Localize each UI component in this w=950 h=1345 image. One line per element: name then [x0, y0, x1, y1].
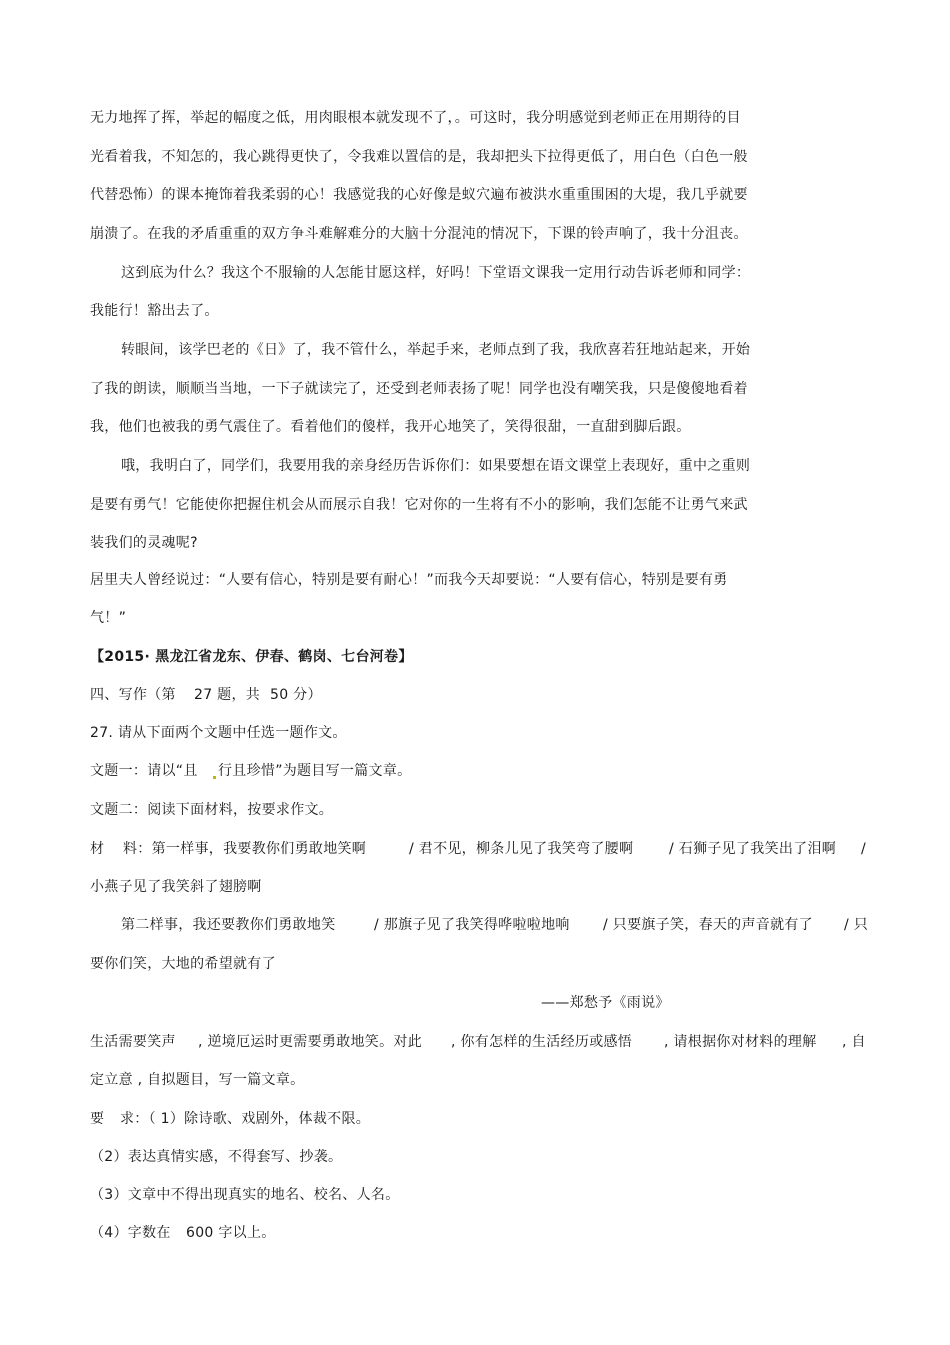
requirements-label: 要 — [90, 1111, 105, 1127]
material-1-part-1: 料：第一样事，我要教你们勇敢地笑啊 — [123, 841, 367, 857]
section-heading-part-2: 27 题，共 — [194, 687, 261, 703]
paragraph2-line-1: 这到底为什么？我这个不服输的人怎能甘愿这样，好吗！下堂语文课我一定用行动告诉老师和同学： — [121, 265, 751, 281]
paragraph3-line-2: 了我的朗读，顺顺当当地，一下子就读完了，还受到老师表扬了呢！同学也没有嘲笑我，只是傻傻地看着 — [90, 381, 748, 397]
material-label: 材 — [90, 841, 105, 857]
attribution: ——郑愁予《雨说》 — [541, 995, 670, 1011]
topic-1-part-1: 文题一：请以“且 — [90, 763, 198, 779]
material-line-2 — [121, 916, 881, 934]
paragraph1-line-3: 代替恐怖）的课本掩饰着我柔弱的心！我感觉我的心好像是蚁穴遍布被洪水重重围困的大堤，我几乎就要 — [90, 187, 748, 203]
prompt-part-2: , 逆境厄运时更需要勇敢地笑。对此 — [198, 1034, 422, 1050]
prompt-part-5: , 自 — [842, 1034, 866, 1050]
section-heading-part-1: 四、写作（第 — [90, 687, 176, 703]
paragraph1-line-1: 无力地挥了挥，举起的幅度之低，用肉眼根本就发现不了，。可这时，我分明感觉到老师正在用期待的目 — [90, 110, 741, 126]
requirement-4-part-2: 600 字以上。 — [186, 1225, 276, 1241]
requirement-1: 求：（ 1）除诗歌、戏剧外，体裁不限。 — [120, 1111, 371, 1127]
section-heading — [90, 686, 490, 704]
material-1-part-3: / 石狮子见了我笑出了泪啊 — [669, 841, 837, 857]
material-2-part-2: / 那旗子见了我笑得哗啦啦地响 — [374, 917, 570, 933]
quote-line-2: 气！” — [90, 610, 127, 626]
paragraph1-line-2: 光看着我，不知怎的，我心跳得更快了，令我难以置信的是，我却把头下拉得更低了，用白色（白色一般 — [90, 149, 748, 165]
material-2-part-1: 第二样事，我还要教你们勇敢地笑 — [121, 917, 336, 933]
requirement-4-part-1: （4）字数在 — [90, 1225, 171, 1241]
paragraph2-line-2: 我能行！豁出去了。 — [90, 303, 219, 319]
requirement-2: （2）表达真情实感，不得套写、抄袭。 — [90, 1149, 343, 1165]
material-1-part-2: / 君不见，柳条儿见了我笑弯了腰啊 — [409, 841, 634, 857]
material-line-2-cont: 要你们笑，大地的希望就有了 — [90, 956, 276, 972]
paragraph4-line-3: 装我们的灵魂呢? — [90, 535, 198, 551]
material-line-1 — [90, 840, 880, 858]
requirement-3: （3）文章中不得出现真实的地名、校名、人名。 — [90, 1187, 400, 1203]
prompt-part-4: , 请根据你对材料的理解 — [664, 1034, 817, 1050]
prompt-part-1: 生活需要笑声 — [90, 1034, 176, 1050]
section-heading-part-3: 50 分） — [270, 687, 322, 703]
material-1-part-4: / — [861, 841, 867, 857]
quote-line-1: 居里夫人曾经说过：“人要有信心，特别是要有耐心！”而我今天却要说：“人要有信心，特别是要有勇 — [90, 572, 728, 588]
topic-1 — [90, 762, 590, 780]
material-line-1-cont: 小燕子见了我笑斜了翅膀啊 — [90, 879, 262, 895]
paragraph4-line-1: 哦，我明白了，同学们，我要用我的亲身经历告诉你们：如果要想在语文课堂上表现好，重中之重则 — [121, 458, 751, 474]
requirement-4 — [90, 1224, 390, 1242]
topic-1-blank-mark — [208, 762, 218, 780]
material-2-part-4: / 只 — [844, 917, 869, 933]
requirements-line-1 — [90, 1110, 490, 1128]
prompt-line-1 — [90, 1033, 880, 1051]
question-27: 27. 请从下面两个文题中任选一题作文。 — [90, 725, 347, 741]
paragraph3-line-3: 我，他们也被我的勇气震住了。看着他们的傻样，我开心地笑了，笑得很甜，一直甜到脚后跟。 — [90, 419, 691, 435]
source-heading: 【2015· 黑龙江省龙东、伊春、鹤岗、七台河卷】 — [90, 649, 413, 665]
prompt-part-3: , 你有怎样的生活经历或感悟 — [451, 1034, 633, 1050]
topic-1-part-2: 行且珍惜”为题目写一篇文章。 — [218, 763, 412, 779]
paragraph1-line-4: 崩溃了。在我的矛盾重重的双方争斗难解难分的大脑十分混沌的情况下，下课的铃声响了，我十分沮丧。 — [90, 226, 748, 242]
topic-2: 文题二：阅读下面材料，按要求作文。 — [90, 802, 334, 818]
paragraph3-line-1: 转眼间，该学巴老的《日》了，我不管什么，举起手来，老师点到了我，我欣喜若狂地站起来，开始 — [121, 342, 751, 358]
material-2-part-3: / 只要旗子笑，春天的声音就有了 — [603, 917, 813, 933]
paragraph4-line-2: 是要有勇气！它能使你把握住机会从而展示自我！它对你的一生将有不小的影响，我们怎能不让勇气来武 — [90, 497, 748, 513]
prompt-line-2: 定立意 , 自拟题目，写一篇文章。 — [90, 1072, 305, 1088]
